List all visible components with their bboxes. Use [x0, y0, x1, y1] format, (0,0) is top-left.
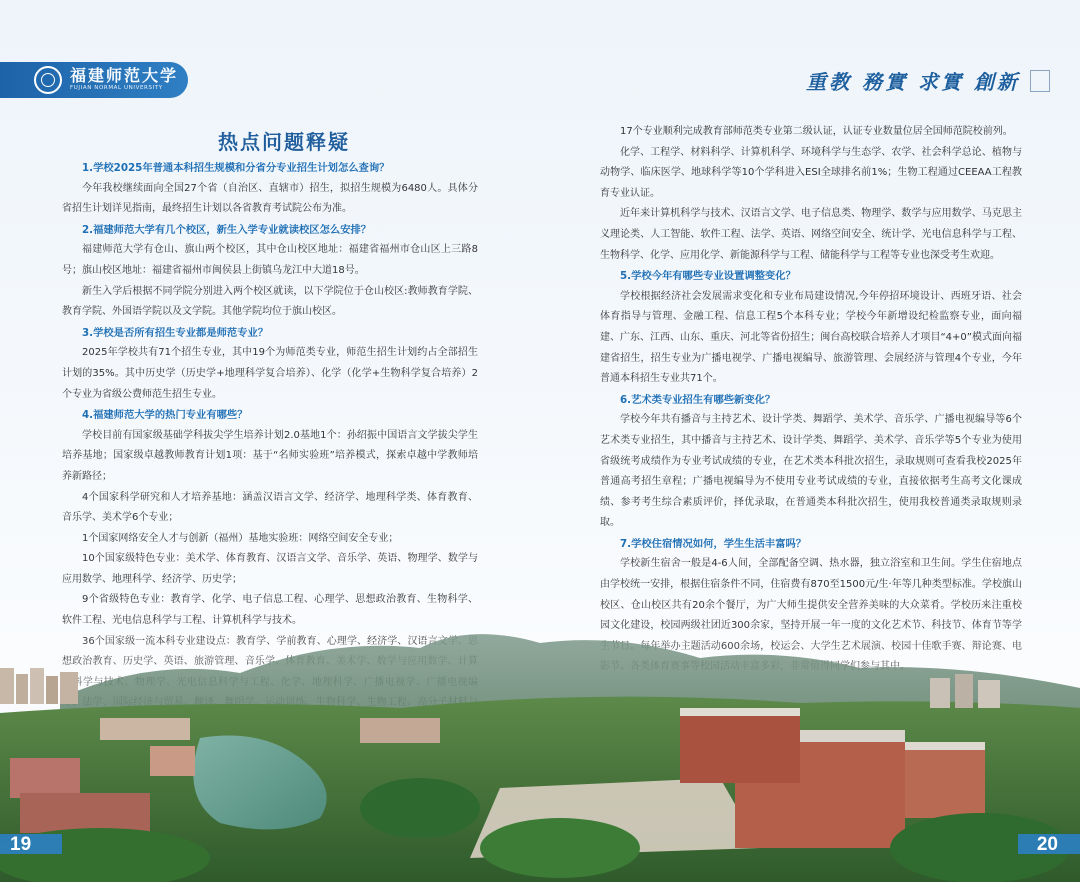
logo-chinese-name: 福建师范大学 — [70, 66, 179, 86]
answer-paragraph: 新生入学后根据不同学院分别进入两个校区就读，以下学院位于仓山校区:教师教育学院、教育学院、外国语学院以及文学院。其他学院均位于旗山校区。 — [62, 285, 478, 318]
answer-paragraph: 4个国家科学研究和人才培养基地：涵盖汉语言文学、经济学、地理科学类、体育教育、音乐学、美术学6个专业； — [62, 491, 478, 524]
university-logo-banner — [0, 62, 188, 98]
answer-paragraph: 学校目前有国家级基础学科拔尖学生培养计划2.0基地1个：孙绍振中国语言文学拔尖学生培养基地；国家级卓越教师教育计划1项：基于“名师实验班”培养模式，探索卓越中学教师培养新路径； — [62, 429, 478, 482]
question-heading: 2.福建师范大学有几个校区，新生入学专业就读校区怎么安排？ — [82, 223, 372, 236]
campus-aerial-photo — [0, 618, 1080, 882]
answer-paragraph: 福建师范大学有仓山、旗山两个校区，其中仓山校区地址：福建省福州市仓山区上三路8号；旗山校区地址：福建省福州市闽侯县上街镇乌龙江中大道18号。 — [62, 244, 478, 276]
university-motto: 重教 務實 求實 創新 — [806, 70, 1020, 94]
answer-paragraph: 今年我校继续面向全国27个省（自治区、直辖市）招生，拟招生规模为6480人。具体分省招生计划详见指南，最终招生计划以各省教育考试院公布为准。 — [62, 182, 478, 215]
answer-paragraph: 17个专业顺利完成教育部师范类专业第二级认证，认证专业数量位居全国师范院校前列。 — [620, 126, 1013, 137]
question-heading: 7.学校住宿情况如何，学生生活丰富吗？ — [620, 537, 807, 550]
question-heading: 6.艺术类专业招生有哪些新变化？ — [620, 393, 776, 406]
answer-paragraph: 学校今年共有播音与主持艺术、设计学类、舞蹈学、美术学、音乐学、广播电视编导等6个艺术类专业招生，其中播音与主持艺术、设计学类、舞蹈学、美术学、音乐学等5个专业为使用省级统考成绩作为专业考试成绩的专业，在艺术类本科批次招生，录取规则可查看我校2025年普通高考招生章程；广播电视编导为不使用专业考试成绩的专业，直接依据考生高考文化课成绩、参考考生综合素质评价，择优录取，在普通类本科批次招生，使用我校普通类录取规则录取。 — [600, 414, 1022, 529]
answer-paragraph: 10个国家级特色专业：美术学、体育教育、汉语言文学、音乐学、英语、物理学、数学与应用数学、地理科学、经济学、历史学； — [62, 553, 478, 585]
answer-paragraph: 2025年学校共有71个招生专业，其中19个为师范类专业，师范生招生计划约占全部招生计划的35%。其中历史学（历史学+地理科学复合培养）、化学（化学+生物科学复合培养）2个专业为省级公费师范生招生专业。 — [62, 347, 478, 400]
answer-paragraph: 1个国家网络安全人才与创新（福州）基地实验班：网络空间安全专业； — [82, 532, 399, 544]
answer-paragraph: 学校新生宿舍一般是4-6人间，全部配备空调、热水器，独立浴室和卫生间。学生住宿地点由学校统一安排，根据住宿条件不同，住宿费有870至1500元/生·年等几种类型标准。学校旗山校区、仓山校区共有20余个餐厅，为广大师生提供安全营养美味的大众菜肴。学校历来注重校 — [600, 558, 1022, 611]
logo-english-name: FUJIAN NORMAL UNIVERSITY — [70, 85, 163, 92]
answer-paragraph: 9个省级特色专业：教育学、化学、电子信息工程、心理学、思想政治教育、生物科学、 — [82, 594, 478, 606]
section-title: 热点问题释疑 — [218, 130, 350, 154]
question-heading: 3.学校是否所有招生专业都是师范专业？ — [82, 326, 269, 339]
university-seal-icon — [34, 66, 62, 94]
answer-paragraph: 化学、工程学、材料科学、计算机科学、环境科学与生态学、农学、社会科学总论、植物与动物学、临床医学、地球科学等10个学科进入ESI全球排名前1%；生物工程通过CEEAA工程教育专业认证。 — [600, 146, 1022, 199]
question-heading: 5.学校今年有哪些专业设置调整变化？ — [620, 270, 796, 283]
answer-paragraph: 近年来计算机科学与技术、汉语言文学、电子信息类、物理学、数学与应用数学、马克思主义理论类、人工智能、软件工程、法学、英语、网络空间安全、统计学、光电信息科学与工程、生物科学、化学、应用化学、新能源科学与工程、储能科学与工程等专业也深受考生欢迎。 — [600, 208, 1022, 261]
page-number-left: 19 — [10, 834, 32, 855]
seal-stamp-icon — [1030, 70, 1050, 92]
question-heading: 1.学校2025年普通本科招生规模和分省分专业招生计划怎么查询？ — [82, 162, 390, 174]
page-number-right: 20 — [1036, 834, 1058, 855]
right-text-column — [600, 122, 1022, 678]
answer-paragraph: 学校根据经济社会发展需求变化和专业布局建设情况,今年停招环境设计、西班牙语、社会体育指导与管理、金融工程、信息工程5个本科专业；学校今年新增设纪检监察专业，面向福建、广东、江西、山东、重庆、河北等省份招生；闽台高校联合培养人才项目“4+0”模式面向福建省招生，招生专业为广播电视学、广播电视编导、旅游管理、会展经济与管理4个专业，今年普通本科招生专业共71个。 — [600, 290, 1022, 385]
question-heading: 4.福建师范大学的热门专业有哪些？ — [82, 409, 248, 422]
